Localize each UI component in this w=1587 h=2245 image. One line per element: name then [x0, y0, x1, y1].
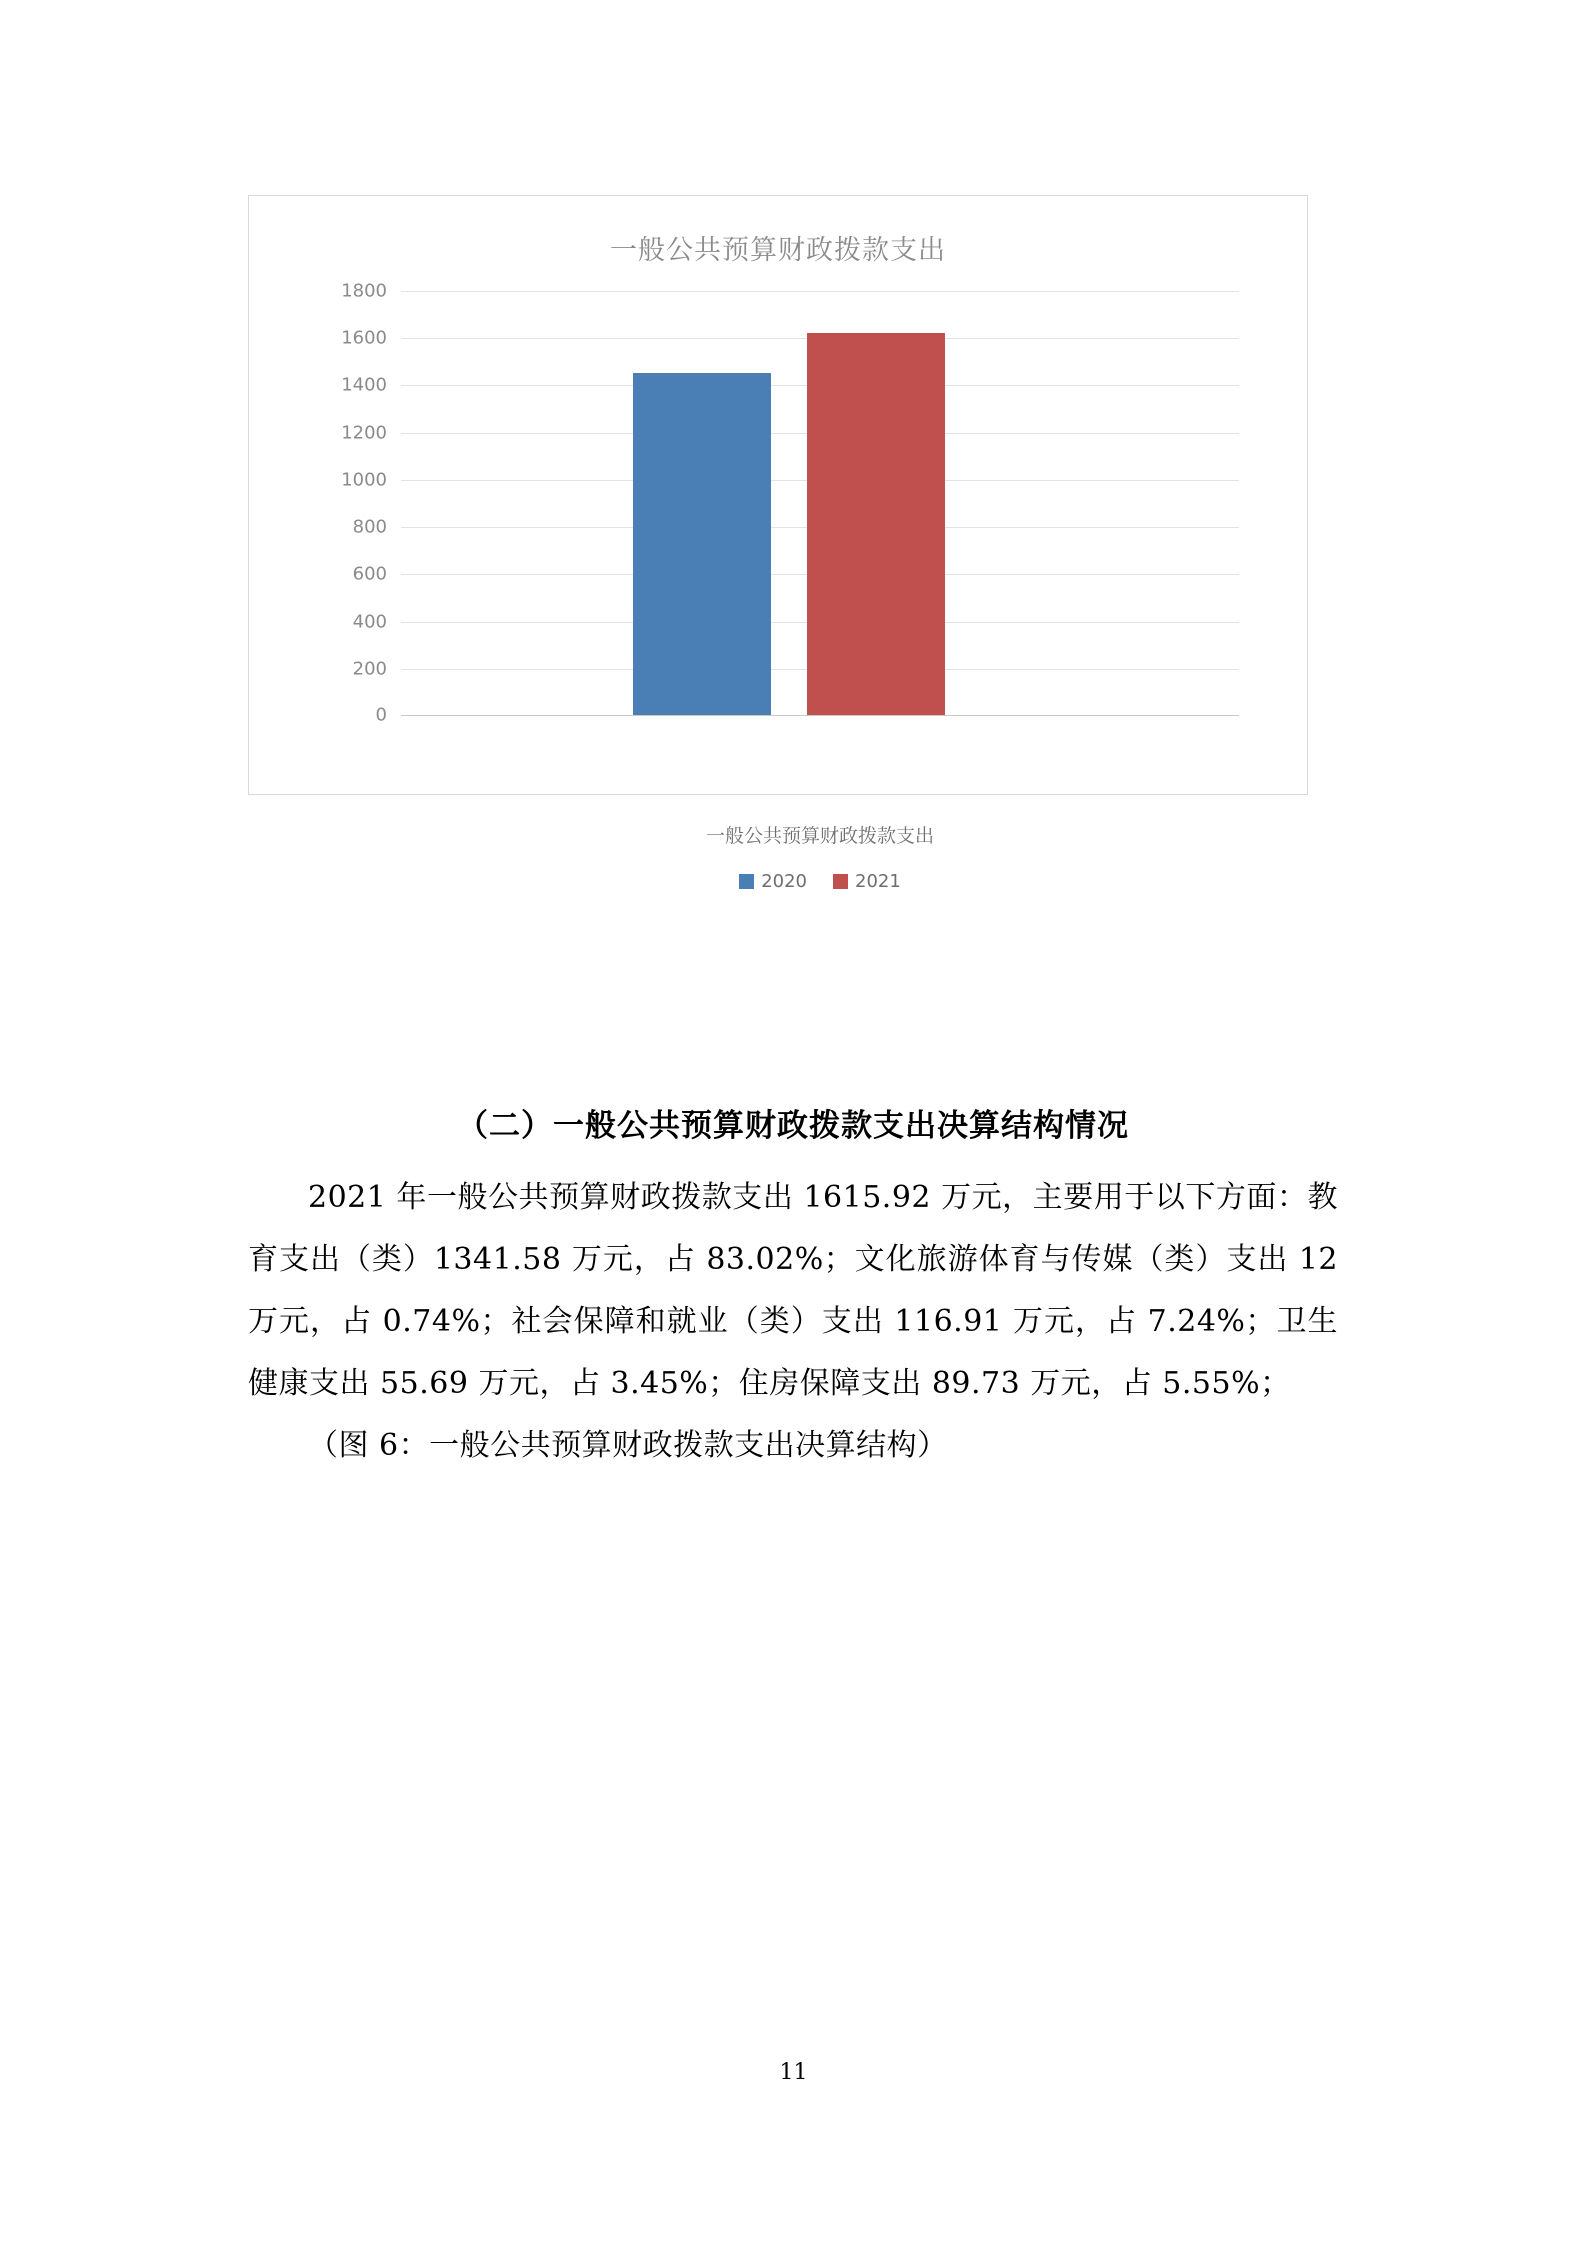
y-tick-label: 800 — [352, 516, 387, 538]
y-tick-label: 1800 — [341, 280, 387, 302]
body-paragraph: 2021 年一般公共预算财政拨款支出 1615.92 万元，主要用于以下方面：教育支出（类）1341.58 万元，占 83.02%；文化旅游体育与传媒（类）支出 12 万元，占 0.74%；社会保障和就业（类）支出 116.91 万元，占 7.24%；卫生健康支出 55.69 万元，占 3.45%；住房保障支出 89.73 万元，占 5.55%； — [248, 1180, 1338, 1401]
document-body — [248, 1100, 1338, 1477]
y-tick-label: 0 — [375, 704, 387, 726]
bar-2021 — [807, 333, 945, 715]
chart-title: 一般公共预算财政拨款支出 — [610, 235, 946, 266]
figure-caption: （图 6：一般公共预算财政拨款支出决算结构） — [308, 1428, 948, 1463]
y-tick-label: 600 — [352, 563, 387, 585]
legend-item-2021 — [833, 871, 901, 892]
y-tick-label: 1000 — [341, 469, 387, 491]
y-tick-label: 200 — [352, 658, 387, 680]
y-tick-label: 400 — [352, 611, 387, 633]
y-tick-label: 1200 — [341, 422, 387, 444]
y-tick-label: 1400 — [341, 374, 387, 396]
bar-2020 — [633, 373, 771, 715]
x-category-label: 一般公共预算财政拨款支出 — [705, 825, 934, 847]
chart-legend — [401, 871, 1239, 892]
legend-item-2020 — [739, 871, 807, 892]
legend-swatch-icon — [833, 874, 848, 889]
legend-label: 2020 — [761, 871, 807, 892]
page-number: 11 — [779, 2060, 808, 2085]
chart-figure — [248, 195, 1308, 892]
y-tick-label: 1600 — [341, 327, 387, 349]
gridline — [341, 280, 1239, 302]
section-heading: （二）一般公共预算财政拨款支出决算结构情况 — [457, 1108, 1129, 1144]
legend-swatch-icon — [739, 874, 754, 889]
chart-plot-area — [341, 280, 1239, 892]
x-axis — [375, 704, 1239, 726]
legend-label: 2021 — [855, 871, 901, 892]
